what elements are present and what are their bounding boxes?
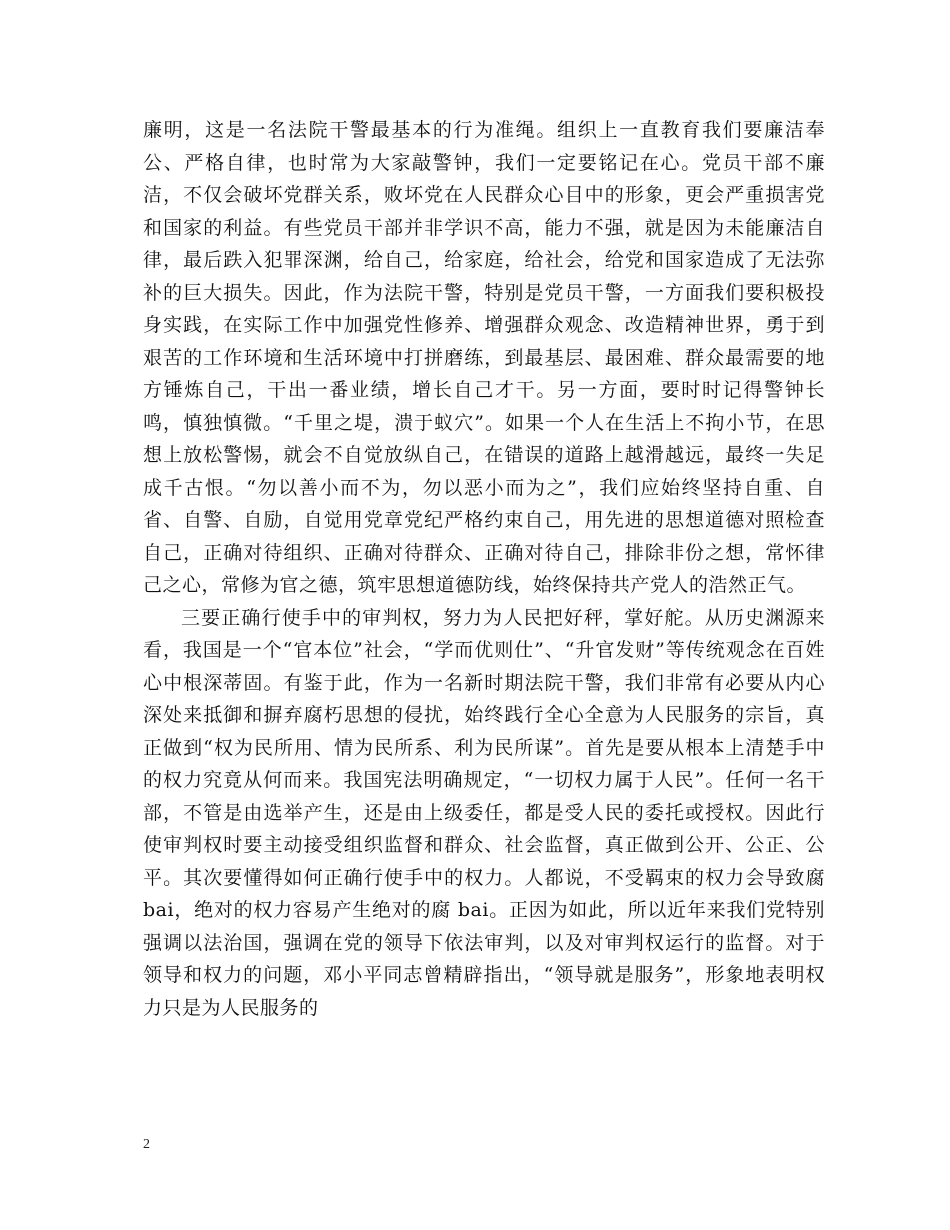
body-paragraph-1: 廉明，这是一名法院干警最基本的行为准绳。组织上一直教育我们要廉洁奉公、严格自律，也时常为大家敲警钟，我们一定要铭记在心。党员干部不廉洁，不仅会破坏党群关系，败坏党在人民群众心目中的形象，更会严重损害党和国家的利益。有些党员干部并非学识不高，能力不强，就是因为未能廉洁自律，最后跌入犯罪深渊，给自己，给家庭，给社会，给党和国家造成了无法弥补的巨大损失。因此，作为法院干警，特别是党员干警，一方面我们要积极投身实践，在实际工作中加强党性修养、增强群众观念、改造精神世界，勇于到艰苦的工作环境和生活环境中打拼磨练，到最基层、最困难、群众最需要的地方锤炼自己，干出一番业绩，增长自己才干。另一方面，要时时记得警钟长鸣，慎独慎微。“千里之堤，溃于蚁穴”。如果一个人在生活上不拘小节，在思想上放松警惕，就会不自觉放纵自己，在错误的道路上越滑越远，最终一失足成千古恨。“勿以善小而不为，勿以恶小而为之”，我们应始终坚持自重、自省、自警、自励，自觉用党章党纪严格约束自己，用先进的思想道德对照检查自己，正确对待组织、正确对待群众、正确对待自己，排除非份之想，常怀律己之心，常修为官之德，筑牢思想道德防线，始终保持共产党人的浩然正气。 <box>143 119 825 596</box>
page-number: 2 <box>143 1137 150 1152</box>
document-body <box>143 114 825 1024</box>
body-paragraph-2: 三要正确行使手中的审判权，努力为人民把好秤，掌好舵。从历史渊源来看，我国是一个“官本位”社会，“学而优则仕”、“升官发财”等传统观念在百姓心中根深蒂固。有鉴于此，作为一名新时期法院干警，我们非常有必要从内心深处来抵御和摒弃腐朽思想的侵扰，始终践行全心全意为人民服务的宗旨，真正做到“权为民所用、情为民所系、利为民所谋”。首先是要从根本上清楚手中的权力究竟从何而来。我国宪法明确规定，“一切权力属于人民”。任何一名干部，不管是由选举产生，还是由上级委任，都是受人民的委托或授权。因此行使审判权时要主动接受组织监督和群众、社会监督，真正做到公开、公正、公平。其次要懂得如何正确行使手中的权力。人都说，不受羁束的权力会导致腐 bai，绝对的权力容易产生绝对的腐 bai。正因为如此，所以近年来我们党特别强调以法治国，强调在党的领导下依法审判，以及对审判权运行的监督。对于领导和权力的问题，邓小平同志曾精辟指出，“领导就是服务”，形象地表明权力只是为人民服务的 <box>143 606 825 1019</box>
